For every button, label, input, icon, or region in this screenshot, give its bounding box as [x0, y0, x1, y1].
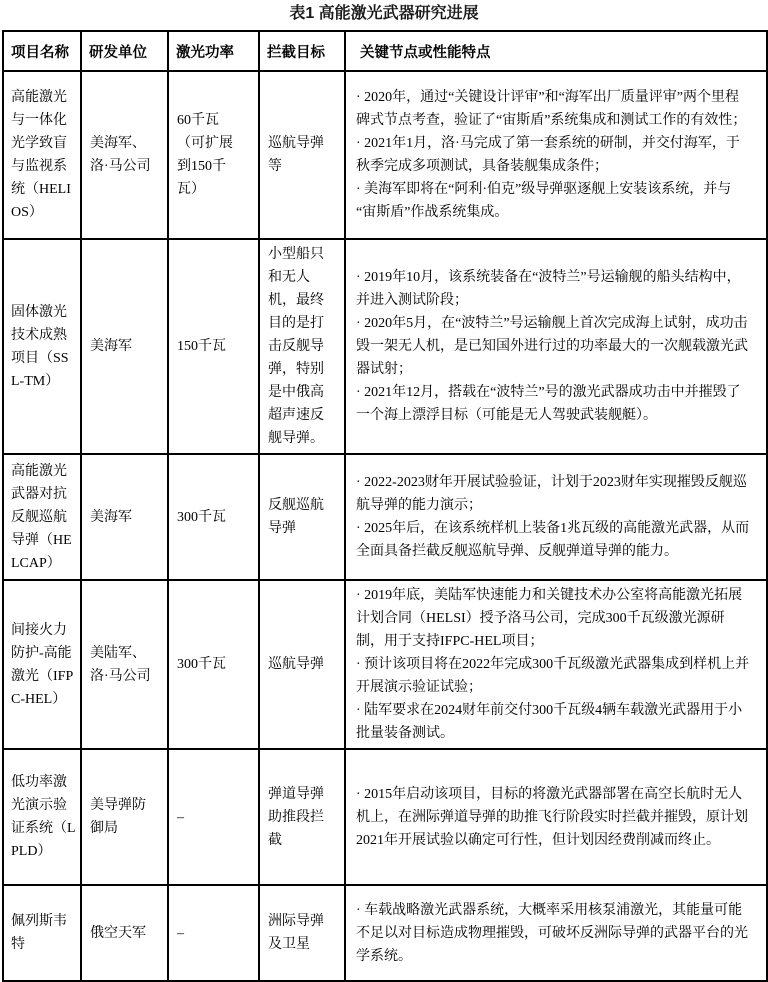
key-milestones-cell: [345, 454, 767, 580]
developer-cell: 美导弹防御局: [81, 749, 168, 885]
note-line: · 2015年启动该项目，目标的将激光武器部署在高空长航时无人机上，在洲际弹道导弹的助推飞行阶段实时拦截并摧毁，原计划2021年开展试验以确定可行性，但计划因经费削减而终止。: [356, 786, 748, 848]
intercept-target-cell: 巡航导弹等: [259, 71, 345, 239]
developer-cell: 美海军: [81, 454, 168, 580]
note-line: · 预计该项目将在2022年完成300千瓦级激光武器集成到样机上并开展演示验证试验；: [356, 657, 750, 695]
intercept-target-cell: 小型船只和无人机，最终目的是打击反舰导弹，特别是中俄高超声速反舰导弹。: [259, 239, 345, 454]
note-line: · 车载战略激光武器系统，大概率采用核泵浦激光，其能量可能不足以对目标造成物理摧毁，可破坏反洲际导弹的武器平台的光学系统。: [356, 902, 748, 964]
laser-power-cell: –: [168, 749, 259, 885]
project-name-cell: 高能激光武器对抗反舰巡航导弹（HELCAP）: [3, 454, 81, 580]
note-line: · 2022-2023财年开展试验验证，计划于2023财年实现摧毁反舰巡航导弹的能力演示；: [356, 475, 747, 513]
project-name-cell: 低功率激光演示验证系统（LPLD）: [3, 749, 81, 885]
intercept-target-cell: 反舰巡航导弹: [259, 454, 345, 580]
note-line: · 2019年10月，该系统装备在“波特兰”号运输舰的船头结构中，并进入测试阶段；: [356, 270, 741, 308]
table-row-peresvet: [3, 885, 767, 981]
column-header-key-milestones: 关键节点或性能特点: [345, 31, 767, 71]
note-line: · 2020年5月，在“波特兰”号运输舰上首次完成海上试射，成功击毁一架无人机，是已知国外进行过的功率最大的一次舰载激光武器试射；: [356, 316, 748, 377]
note-line: · 美海军即将在“阿利·伯克”级导弹驱逐舰上安装该系统，并与“宙斯盾”作战系统集成。: [356, 182, 732, 220]
table-row-ifpc-hel: [3, 580, 767, 749]
column-header-developer: 研发单位: [81, 31, 168, 71]
developer-cell: 美陆军、洛·马公司: [81, 580, 168, 749]
intercept-target-cell: 弹道导弹助推段拦截: [259, 749, 345, 885]
column-header-intercept-target: 拦截目标: [259, 31, 345, 71]
note-line: · 2021年1月，洛·马完成了第一套系统的研制，并交付海军，于秋季完成多项测试，具备装舰集成条件；: [356, 136, 740, 174]
project-name-cell: 高能激光与一体化光学致盲与监视系统（HELIOS）: [3, 71, 81, 239]
column-header-laser-power: 激光功率: [168, 31, 259, 71]
key-milestones-cell: [345, 71, 767, 239]
page-title: 表1 高能激光武器研究进展: [289, 5, 479, 22]
developer-cell: 美海军: [81, 239, 168, 454]
key-milestones-cell: [345, 580, 767, 749]
table-row-lpld: [3, 749, 767, 885]
header-row: [3, 31, 767, 71]
developer-cell: 俄空天军: [81, 885, 168, 981]
project-name-cell: 固体激光技术成熟项目（SSL-TM）: [3, 239, 81, 454]
laser-power-cell: –: [168, 885, 259, 981]
key-milestones-cell: [345, 239, 767, 454]
laser-power-cell: 300千瓦: [168, 454, 259, 580]
project-name-cell: 佩列斯韦特: [3, 885, 81, 981]
note-line: · 2019年底，美陆军快速能力和关键技术办公室将高能激光拓展计划合同（HELSI）授予洛马公司，完成300千瓦级激光源研制，用于支持IFPC-HEL项目；: [356, 588, 743, 649]
column-header-project-name: 项目名称: [3, 31, 81, 71]
laser-power-cell: 150千瓦: [168, 239, 259, 454]
project-name-cell: 间接火力防护-高能激光（IFPC-HEL）: [3, 580, 81, 749]
table-row-helcap: [3, 454, 767, 580]
key-milestones-cell: [345, 749, 767, 885]
key-milestones-cell: [345, 885, 767, 981]
table-row-ssl-tm: [3, 239, 767, 454]
note-line: · 2020年，通过“关键设计评审”和“海军出厂质量评审”两个里程碑式节点考查，验证了“宙斯盾”系统集成和测试工作的有效性；: [356, 90, 747, 128]
developer-cell: 美海军、洛·马公司: [81, 71, 168, 239]
intercept-target-cell: 巡航导弹: [259, 580, 345, 749]
laser-power-cell: 300千瓦: [168, 580, 259, 749]
note-line: · 2021年12月，搭载在“波特兰”号的激光武器成功击中并摧毁了一个海上漂浮目标（可能是无人驾驶武装舰艇）。: [356, 385, 741, 423]
note-line: · 陆军要求在2024财年前交付300千瓦级4辆车载激光武器用于小批量装备测试。: [356, 703, 743, 741]
laser-power-cell: 60千瓦（可扩展到150千瓦）: [168, 71, 259, 239]
intercept-target-cell: 洲际导弹及卫星: [259, 885, 345, 981]
laser-weapons-table: [2, 30, 768, 982]
note-line: · 2025年后，在该系统样机上装备1兆瓦级的高能激光武器，从而全面具备拦截反舰巡航导弹、反舰弹道导弹的能力。: [356, 521, 750, 559]
table-row-helios: [3, 71, 767, 239]
